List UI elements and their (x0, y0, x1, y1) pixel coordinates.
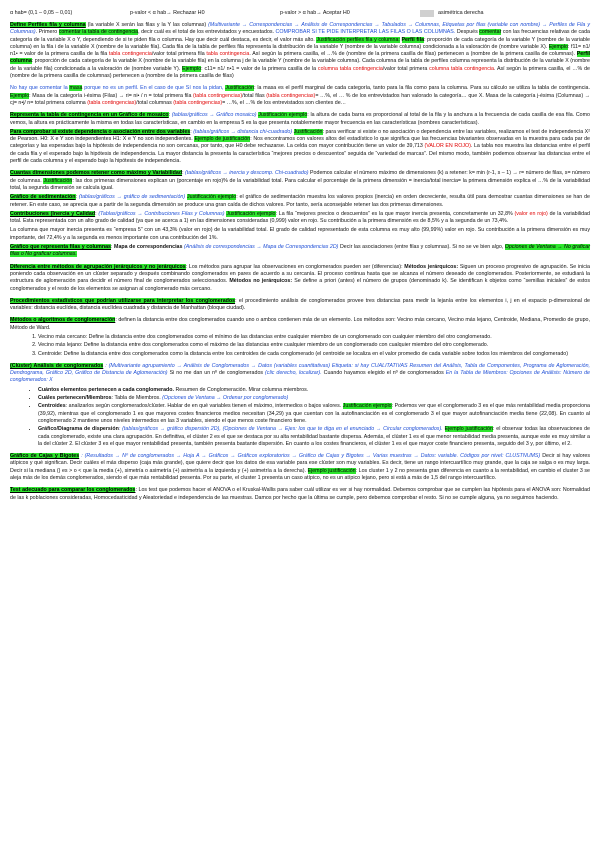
document-page (10, 0, 590, 502)
header-formulas (10, 7, 590, 19)
section-contributions-2: La columna que mayor inercia presenta es “empresa 5” con un 43,3% (valor en rojo) de la variabilidad total. El grado de calidad representado de esta columna es muy alto (99,99%) valor en rojo. Su contribución a la primera dimensión es muy importante, del 72,4% y a la segunda es menos importante con una contribución del 1%. (10, 227, 590, 241)
section-test: Test adecuado para comparar los conglomerados: Los test que podemos hacer el ANOVA o el Kruskal-Wallis para saber cuál utilizar es ver si hay normalidad. Debemos comprobar que se cumplen las hipótesis para el ANOVA son: Normalidad de las k poblaciones consideradas, Homocedasticidad y Aleatoriedad e independencia de las muestras. Damos por hecho que la última se cumple, pero debemos comprobar el resto. Si no se cumple alguna, ya no seguimos haciendo. (10, 487, 590, 501)
section-mosaic: Representa la tabla de contingencia en un Gráfico de mosaico: (tablas/gráficos → Gráfico mosaico) Justificación ejemplo: la altura de cada barra es proporcional al total de la fila y la anchura a la frecuencia de cada casilla de esa fila. Como vemos, la altura es prácticamente la misma en todas las características, en cambio en la empresa 5 es la que presenta notablemente mayor frecuencia en las características (nombres características). (10, 112, 590, 126)
section-dimensions: Cuantas dimensiones podemos retener como máximo y Variabilidad: (tablas/gráficos → inercia y descomp. Chi-cuadrado) Podemos calcular el número máximo de dimensiones (k) a retener: k= min (r-1, s – 1) → r= número de filas, s= número de columnas. Justificación: las dos primeras dimensiones explican un (porcentaje en rojo)% de la variabilidad total. Para calcular el porcentaje de la primera dimensión = inercia/total inercia= la primera dimensión explica el …% de la variabilidad total, la segunda dimensión se calcula igual. (10, 170, 590, 191)
skew-shape-icon (420, 10, 434, 17)
section-algorithms: Métodos o algoritmos de conglomeración: definen la distancia entre dos conglomerados cuando uno o ambos contienen más de un elemento. Los métodos son: Vecino más cercano, Vecino más lejano, Centroide, Mediana, Promedio de grupo, Método de Ward. (10, 317, 590, 331)
heading-dimensions: Cuantas dimensiones podemos retener como máximo y Variabilidad (10, 170, 183, 177)
heading-contributions: Contribuciones (Inercia y Calidad (10, 210, 96, 217)
section-cluster: (Clúster) Análisis de conglomerados : (Multivariante agrupamiento → Análisis de Conglomerados → Datos (variables cuantitativas) Etiqueta: si hay CUALITATIVAS Resumen del Análisis, Tabla de Componentes, Programa de Aglomeración, Dendrograma, Gráfico 2D, Gráfico de Distancia de Aglomeración) Si no me dan un nº de conglomerados (clic derecho, localizar). Cuando hayamos elegido el nº de conglomerados En la Tabla de Miembros: Opciones de Análisis: Número de conglomerados: X (10, 362, 590, 384)
section-scree: Gráfico de sedimentación: (tablas/gráficos → gráfico de sedimentación) Justificación ejemplo: el gráfico de sedimentación muestra los valores propios (inercia) en orden decreciente, resulta útil para demostrar cuantas dimensiones se han de retener. En este caso, se aprecia que a partir de la segunda dimensión se produce una gran caída de dichos valores. Por tanto, sería aconsejable retener las dos primeras dimensiones. (10, 194, 590, 208)
heading-map: Gráfico que representa filas y columnas (10, 244, 111, 251)
algorithms-list (10, 334, 590, 358)
reject-rule: p-valor < α hab→ Rechazar H0 (130, 10, 205, 16)
cluster-list (10, 387, 590, 448)
accept-rule: p-valor > α hab→ Aceptar H0 (280, 10, 350, 16)
section-profiles: Define Perfiles fila y columna (la variable X serán las filas y la Y las columnas) (Multivariante → Correspondencias → Análisis de Correspondencias → Tabulados → Columnas, Etiquetas por filas (variable con nombre) → Perfiles de Fila y Columnas). Primero comentar la tabla de contingencia, decir cuál es el total de los entrevistados y encuestados. COMPROBAR SI TE PIDE INTERPRETAR LAS FILAS O LAS COLUMNAS. Después comentar con las frecuencias relativas de cada categoría de la variable X o Y, dependiendo de si te piden fila o columna. Hay que decir cuál destaca, es decir, el valor más alto. Justificación perfiles fila y columna: Perfil fila: proporción de cada categoría de la variable Y (nombre de la variable columna) en la fila i de la variable X (nombre de la variable fila). Cada fila de la tabla de perfiles fila representa la distribución de la variable Y (nombre de la variable columna) condicionada a la valoración de (nombre variable X). Ejemplo: f11= n1/ n1• = valor de la primera casilla de la fila tabla contingencia/valor total primera fila tabla contingencia. Así según la primera casilla, el …% de (nombre de la primera casilla de filas) pertenecen a (nombre de la primera casilla de columnas). Perfil columna: proporción de cada categoría de la variable X (nombre de la variable fila) en la columna j de la variable Y (nombre de la variable columna). Cada columna de la tabla de perfiles columna representa la distribución de la variable X (nombre de la variable fila) condicionada a la valoración de (nombre variable Y). Ejemplo: c11= n1/ n•1 = valor de la primera casilla de la columna tabla contingencia/valor total primera columna tabla contingencia. Así según la primera casilla, el …% de (nombre de la primera casilla de columnas) pertenecen a (nombre de la primera casilla de filas) (10, 22, 591, 80)
section-mass: No hay que comentar la masa porque no es un perfil. En el caso de que Sí nos la pidan, Justificación: la masa es el perfil marginal de cada categoría, tanto para la fila como para la columna. Para su cálculo se utiliza la tabla de contingencia. Ejemplo: Masa de la categoría i-ésima (Filas) → ri= ni• / n = total primera fila (tabla contingencias)/total filas (tabla contingencias)= …%, el … % de los entrevistados han valorado la categoría… que X. Masa de la categoría j-ésima (Columnas) → cj= n•j/ n= total primera columna (tabla contingencias)/total columnas (tabla contingencias)= …%, el …% de los entrevistados son clientes de… (10, 85, 591, 106)
list-item: • Centroides: analizarlos según conglomerados/clúster. Hablar de en qué variables tienen el máximo, intermedios o bajos valores. Justificación ejemplo: Podemos ver que el conglomerado 3 es el que más rentabilidad media proporciona (39,92), mientras que el conglomerado 1 es que mayores costes financieros medios necesitan (34,29) ya que cuentan con la autofinanciación es el conglomerado 3 el que mayor autofinanciación media tiene (22,08). En cuanto al conglomerado 2 mantiene unos niveles intermedios en las 3 variables, siendo el que menos coste financiero tiene. (38, 403, 590, 425)
heading-cluster: (Clúster) Análisis de conglomerados (10, 362, 104, 369)
list-item: 2. Vecino más lejano: Define la distancia entre dos conglomerados como el máximo de las distancias entre cualquier miembro de un conglomerado con cualquier miembro del otro conglomerado. (38, 342, 590, 349)
section-hierarchical: Diferencia entre métodos de agrupación jerárquicos y no jerárquicos: Los métodos para agrupar las observaciones en conglomerados pueden ser (diferencias): Métodos jerárquicos: Siguen un proceso progresivo de agrupación. Se inicia poniendo cada observación en un clúster separado y después combinando conglomerados en pares de acuerdo a su cercanía. El proceso continua hasta que se alcanza el número deseado de conglomerados. Posteriormente, se estudiará la estructura de aglomeración para decidir el número final de conglomerados seleccionados. Métodos no jerárquicos: Se define a priori (antes) el número de grupos (denominado k). Se identifican k objetos como “semillas iniciales” de estos conglomerados y el resto de los elementos se asignan al conglomerado más cercano. (10, 263, 590, 292)
heading-test: Test adecuado para comparar los conglomerados (10, 487, 136, 494)
section-map: Gráfico que representa filas y columnas: Mapa de correspondencias (Análisis de correspondencias → Mapa de Correspondencias 2D) Decir las asociaciones (entre filas y columnas). Si no se ve bien algo, Opciones de Ventana → No graficar filas o No graficar columnas. (10, 244, 590, 258)
section-dependence: Para comprobar si existe dependencia o asociación entre dos variables: (tablas/gráficos → distancia chi-cuadrado) Justificación: para verificar si existe o no asociación o dependencia entre las variables, realizamos el test de independencia X² de Pearson. H0: X e Y son independientes H1: X e Y no son independientes. Ejemplo de justificación: Nos encontramos con valores altos del estadístico lo que significa que las frecuencias bivariantes observadas en la muestra para cada par de categorías y las esperadas bajo la hipótesis de independencia no son cercanas, por tanto, que H0 debe rechazarse. La celda con mayor contribución tiene un valor de 39,713 (VALOR EN ROJO). La tabla nos muestra las distancias entre el perfil de cada fila y el esperado bajo la hipótesis de independencia. La mayor distancia la presenta la característica “mejores precios o descuentos” seguida de “variedad de marcas”. Del mismo modo, también podemos observar las distancias entre el perfil de cada columna y el esperado bajo la hipótesis de independencia. (10, 128, 590, 165)
heading-scree: Gráfico de sedimentación (10, 194, 76, 201)
list-item: • Gráfico/Diagrama de dispersión: (tablas/gráficos → gráfico dispersión 2D), (Opciones de Ventana → Ejes: los que te diga en el enunciado → Circular conglomerados). Ejemplo justificación: el observar todas las observaciones de cada conglomerado, existe una clara agrupación. En definitiva, el clúster 2 es el que se destaca por su alta rentabilidad bastante dispersa. Además, el clúster 1 es el que menor rentabilidad media presenta, aunque este es muy similar a la del clúster 2. El clúster 3 es el que mayor rentabilidad presenta, también presenta bastante dispersión. En cuanto a los costes financieros, el clúster 1 es el que mayor coste financiero presenta, seguido del 3 y, por último, el 2. (38, 426, 590, 448)
list-item: • Cuáles pertenecen/Miembros: Tabla de Miembros. (Opciones de Ventana → Ordenar por conglomerado) (38, 395, 590, 402)
heading-hierarchical: Diferencia entre métodos de agrupación jerárquicos y no jerárquicos (10, 263, 186, 270)
list-item: 3. Centroide: Define la distancia entre dos conglomerados como la distancia entre los centroides de cada conglomerado (el centroide se localiza en el valor promedio de cada variable sobre todos los miembros del conglomerado) (38, 351, 590, 358)
heading-dependence: Para comprobar si existe dependencia o asociación entre dos variables (10, 128, 191, 135)
heading-boxplot: Gráfico de Cajas y Bigotes (10, 453, 80, 460)
section-contributions: Contribuciones (Inercia y Calidad: (Tablas/gráficos → Contribuciones Filas y Columnas) Justificación ejemplo: La fila “mejores precios o descuentos” es la que mayor inercia presenta, concretamente un 32,8% (valor en rojo) de la variabilidad total. Esta representada con un alto grado de calidad (ya que se acerca a 1) en las dimensiones consideradas (0,999) valor en rojo. Su contribución a la primera dimensión es de 8,5% y a la segunda de un 73,4%. (10, 210, 590, 225)
list-item: 1. Vecino más cercano: Define la distancia entre dos conglomerados como el mínimo de las distancias entre cualquier miembro de un conglomerado con cualquier miembro del otro conglomerado. (38, 334, 590, 341)
skew-label: asimétrica derecha (438, 10, 484, 16)
alpha-values: α hab= (0,1 – 0,05 – 0,01) (10, 10, 73, 16)
heading-algorithms: Métodos o algoritmos de conglomeración (10, 317, 116, 324)
section-boxplot: Gráfico de Cajas y Bigotes : (Resultados → Nº de conglomerados → Hoja A → Gráficos → Gráficos exploratorios → Gráfico de Cajas y Bigotes → Varias muestras → Datos: variable. Códigos por nivel: CLUSTNUMS) Decir si hay valores atípicos y qué significan. Decir cuáles el más disperso (caja más grande), que quiere decir que los datos de esa variable para ese clúster son muy variables. Es decir, tiene un rango intercuartílico muy grande, que la caja se salga o es muy larga. Decir si la mediana () es > o < que la media (+), simetría o asimetría (+) asimetría a la izquierda y (+) asimetría a la derecha). Ejemplo justificación: Los cluster 1 y 2 no presenta gran diferencia en cuanto a la rentabilidad, en cambio el cluster 3 se aleja más de los demás conglomerados, siendo el que más rentabilidad presenta. Por su parte, el cluster 1 presenta un caso atípico, no es un atípico lejano, pero si está a más de 1,5 del rango intercuartílico. (10, 453, 590, 482)
heading-procedures: Procedimientos estadísticos que podrían utilizarse para interpretar los conglomerados (10, 297, 236, 304)
section-procedures: Procedimientos estadísticos que podrían utilizarse para interpretar los conglomerados: el procedimiento análisis de conglomerados provee tres distancias para medir la lejanía entre los elementos i, j en el espacio p-dimensional de variables: distancia euclídea, distancia euclídea cuadrada y distancia de Manhattan (bloque ciudad). (10, 297, 591, 312)
heading-profiles: Define Perfiles fila y columna (10, 22, 86, 28)
list-item: • Cuántos elementos pertenecen a cada conglomerado. Resumen de Conglomeración. Mirar columna miembros. (38, 387, 590, 394)
heading-mosaic: Representa la tabla de contingencia en un Gráfico de mosaico (10, 112, 169, 119)
